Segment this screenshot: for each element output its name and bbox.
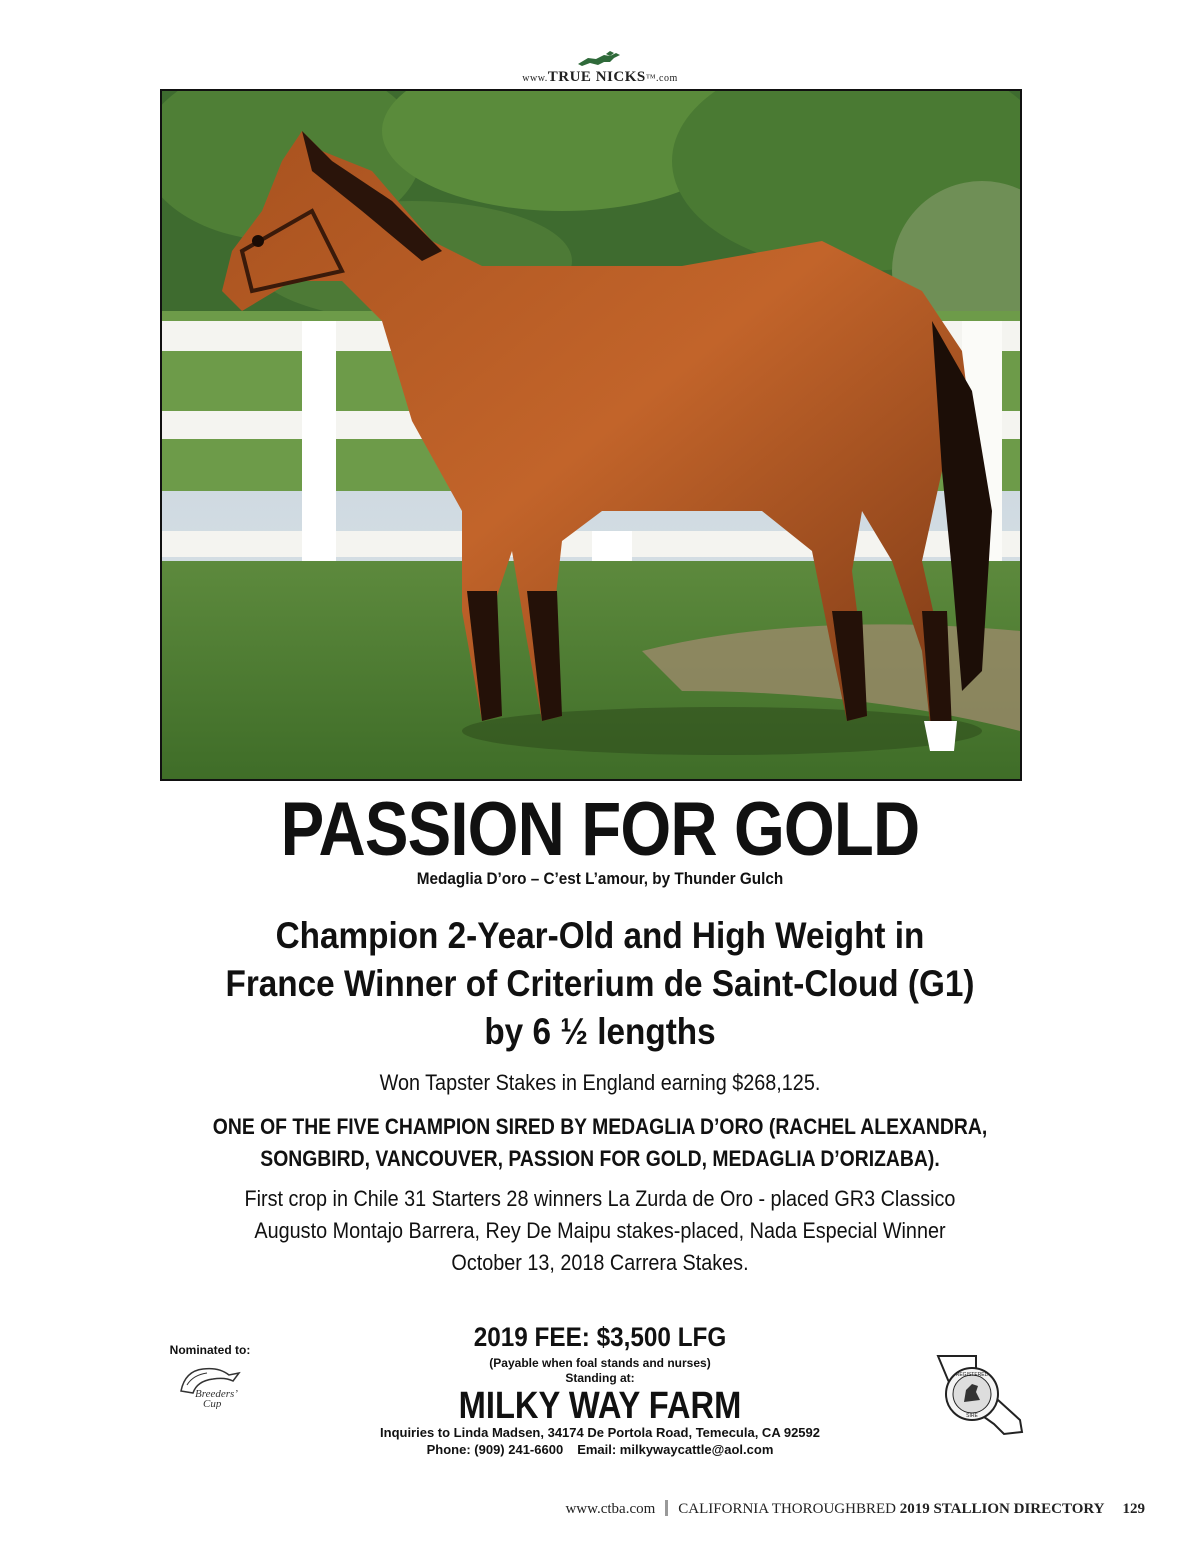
headline-line-3: by 6 ½ lengths [484, 1011, 716, 1052]
standing-at-label: Standing at: [565, 1371, 635, 1385]
horse-photo [160, 89, 1022, 781]
footer-divider [665, 1500, 668, 1516]
champions-line-1: ONE OF THE FIVE CHAMPION SIRED BY MEDAGLIA D’ORO (RACHEL ALEXANDRA, [212, 1114, 988, 1139]
truenicks-masthead [0, 50, 1200, 86]
svg-text:REGISTERED: REGISTERED [955, 1372, 989, 1378]
footer-publication: CALIFORNIA THOROUGHBRED [678, 1501, 896, 1517]
nominated-label: Nominated to: [169, 1343, 251, 1357]
first-crop-text [60, 1183, 1140, 1279]
headline-line-1: Champion 2-Year-Old and High Weight in [275, 915, 925, 956]
svg-text:Breeders’: Breeders’ [195, 1388, 238, 1400]
svg-text:Cup: Cup [203, 1398, 222, 1409]
masthead-brand: TRUE NICKS [547, 69, 646, 85]
stallion-pedigree: Medaglia D’oro – C’est L’amour, by Thunder Gulch [416, 869, 784, 888]
crop-line-3: October 13, 2018 Carrera Stakes. [451, 1250, 749, 1275]
stallion-name: PASSION FOR GOLD [280, 787, 920, 872]
farm-name: MILKY WAY FARM [458, 1385, 742, 1427]
page-number: 129 [1122, 1501, 1145, 1517]
masthead-prefix: www. [522, 73, 548, 84]
tapster-stakes-text: Won Tapster Stakes in England earning $268,125. [379, 1070, 821, 1095]
contact-line [0, 1442, 1200, 1457]
headline [60, 912, 1140, 1056]
crop-line-1: First crop in Chile 31 Starters 28 winners La Zurda de Oro - placed GR3 Classico [244, 1186, 956, 1211]
footer-site: www.ctba.com [565, 1501, 656, 1517]
crop-line-2: Augusto Montajo Barrera, Rey De Maipu stakes-placed, Nada Especial Winner [254, 1218, 946, 1243]
headline-line-2: France Winner of Criterium de Saint-Cloud (G1) [225, 963, 975, 1004]
california-registered-seal-icon [930, 1340, 1030, 1440]
champions-line-2: SONGBIRD, VANCOUVER, PASSION FOR GOLD, MEDAGLIA D’ORIZABA). [260, 1146, 940, 1171]
stud-fee: 2019 FEE: $3,500 LFG [473, 1322, 727, 1352]
inquiries-address: Inquiries to Linda Madsen, 34174 De Portola Road, Temecula, CA 92592 [380, 1425, 820, 1440]
fee-terms: (Payable when foal stands and nurses) [489, 1356, 711, 1370]
masthead-suffix: ™.com [645, 73, 678, 84]
footer-directory: 2019 STALLION DIRECTORY [899, 1501, 1105, 1517]
svg-text:SIRE: SIRE [966, 1413, 978, 1419]
running-horse-icon [570, 50, 630, 68]
phone-number: Phone: (909) 241-6600 [426, 1442, 564, 1457]
page-footer [565, 1500, 1145, 1518]
email-address: Email: milkywaycattle@aol.com [577, 1442, 774, 1457]
